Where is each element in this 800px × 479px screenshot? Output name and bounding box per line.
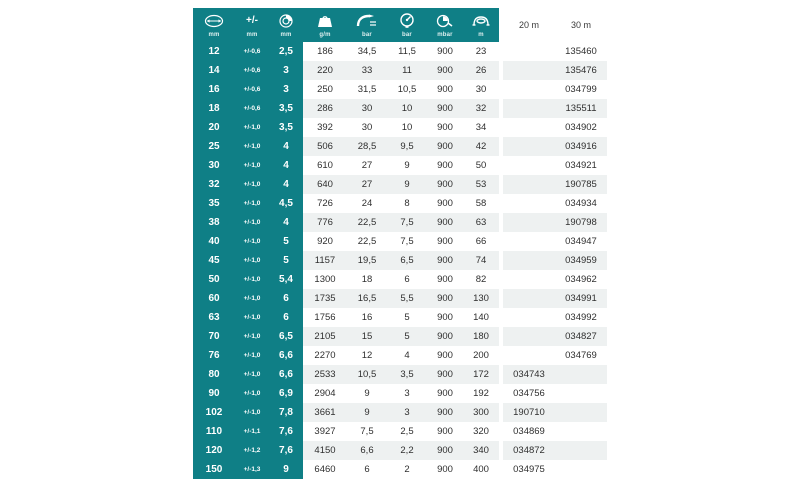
cell-weight: 2105 [303, 327, 347, 346]
table-row [193, 175, 607, 194]
cell-weight: 1300 [303, 270, 347, 289]
cell-article-20m [503, 327, 555, 346]
cell-diameter: 30 [193, 156, 235, 175]
cell-article-30m: 135476 [555, 61, 607, 80]
cell-vacuum: 900 [427, 213, 463, 232]
cell-diameter: 45 [193, 251, 235, 270]
cell-wall: 5,4 [269, 270, 303, 289]
cell-pressure: 2,5 [387, 422, 427, 441]
cell-vacuum: 900 [427, 346, 463, 365]
cell-article-20m [503, 232, 555, 251]
table-row [193, 422, 607, 441]
cell-weight: 2270 [303, 346, 347, 365]
cell-weight: 220 [303, 61, 347, 80]
cell-article-30m: 034947 [555, 232, 607, 251]
header-pressure [387, 8, 427, 42]
cell-pressure: 7,5 [387, 232, 427, 251]
header-length-30: 30 m [555, 8, 607, 42]
cell-diameter: 35 [193, 194, 235, 213]
cell-wall: 9 [269, 460, 303, 479]
cell-wall: 4 [269, 175, 303, 194]
cell-weight: 610 [303, 156, 347, 175]
header-vacuum [427, 8, 463, 42]
cell-article-30m: 190798 [555, 213, 607, 232]
cell-weight: 250 [303, 80, 347, 99]
cell-pressure: 6,5 [387, 251, 427, 270]
cell-weight: 3661 [303, 403, 347, 422]
cell-article-30m [555, 460, 607, 479]
cell-diameter: 120 [193, 441, 235, 460]
cell-pressure: 9,5 [387, 137, 427, 156]
table-row [193, 270, 607, 289]
cell-diameter: 110 [193, 422, 235, 441]
cell-wall: 4 [269, 156, 303, 175]
cell-bend: 30 [347, 99, 387, 118]
header-wall [269, 8, 303, 42]
table-row [193, 61, 607, 80]
cell-wall: 6 [269, 308, 303, 327]
cell-vacuum: 900 [427, 118, 463, 137]
cell-wall: 3,5 [269, 99, 303, 118]
cell-tolerance: +/-1,0 [235, 289, 269, 308]
table-row [193, 441, 607, 460]
cell-wall: 4 [269, 213, 303, 232]
table-row [193, 80, 607, 99]
cell-wall: 3 [269, 80, 303, 99]
cell-bend: 16,5 [347, 289, 387, 308]
cell-diameter: 18 [193, 99, 235, 118]
table-row [193, 327, 607, 346]
cell-tolerance: +/-0,6 [235, 61, 269, 80]
cell-bend: 15 [347, 327, 387, 346]
table-row [193, 137, 607, 156]
cell-pressure: 9 [387, 175, 427, 194]
cell-tolerance: +/-1,0 [235, 118, 269, 137]
cell-bend: 19,5 [347, 251, 387, 270]
cell-article-20m [503, 251, 555, 270]
cell-bend: 7,5 [347, 422, 387, 441]
cell-article-20m [503, 42, 555, 61]
cell-bend: 30 [347, 118, 387, 137]
cell-coil: 23 [463, 42, 499, 61]
cell-article-30m: 034992 [555, 308, 607, 327]
cell-tolerance: +/-1,3 [235, 460, 269, 479]
table-body [193, 42, 607, 479]
cell-wall: 4,5 [269, 194, 303, 213]
cell-bend: 33 [347, 61, 387, 80]
header-diameter-unit: mm [208, 31, 220, 38]
cell-tolerance: +/-1,0 [235, 232, 269, 251]
cell-tolerance: +/-1,2 [235, 441, 269, 460]
cell-pressure: 7,5 [387, 213, 427, 232]
cell-weight: 1756 [303, 308, 347, 327]
cell-vacuum: 900 [427, 441, 463, 460]
cell-article-20m [503, 308, 555, 327]
coil-icon [463, 10, 499, 32]
cell-pressure: 3 [387, 384, 427, 403]
table-row [193, 118, 607, 137]
header-diameter [193, 8, 235, 42]
cell-wall: 7,6 [269, 441, 303, 460]
header-coil [463, 8, 499, 42]
cell-tolerance: +/-0,6 [235, 42, 269, 61]
cell-bend: 22,5 [347, 213, 387, 232]
cell-diameter: 50 [193, 270, 235, 289]
cell-coil: 300 [463, 403, 499, 422]
cell-wall: 7,8 [269, 403, 303, 422]
cell-diameter: 150 [193, 460, 235, 479]
cell-bend: 28,5 [347, 137, 387, 156]
cell-wall: 2,5 [269, 42, 303, 61]
cell-vacuum: 900 [427, 403, 463, 422]
cell-article-30m: 135460 [555, 42, 607, 61]
cell-pressure: 5 [387, 327, 427, 346]
cell-weight: 1157 [303, 251, 347, 270]
cell-article-30m [555, 403, 607, 422]
cell-weight: 726 [303, 194, 347, 213]
cell-pressure: 10 [387, 118, 427, 137]
cell-vacuum: 900 [427, 42, 463, 61]
cell-article-20m [503, 137, 555, 156]
cell-bend: 9 [347, 384, 387, 403]
cell-article-30m: 034769 [555, 346, 607, 365]
specification-table [193, 8, 607, 479]
cell-weight: 3927 [303, 422, 347, 441]
cell-pressure: 3 [387, 403, 427, 422]
cell-diameter: 16 [193, 80, 235, 99]
cell-coil: 34 [463, 118, 499, 137]
cell-article-30m: 190785 [555, 175, 607, 194]
cell-article-30m: 034991 [555, 289, 607, 308]
table-row [193, 42, 607, 61]
cell-article-30m: 034799 [555, 80, 607, 99]
table-row [193, 460, 607, 479]
cell-coil: 30 [463, 80, 499, 99]
header-tolerance [235, 8, 269, 42]
cell-vacuum: 900 [427, 232, 463, 251]
wall-thickness-icon [269, 10, 303, 32]
cell-vacuum: 900 [427, 460, 463, 479]
cell-tolerance: +/-0,6 [235, 80, 269, 99]
cell-pressure: 10,5 [387, 80, 427, 99]
cell-vacuum: 900 [427, 270, 463, 289]
header-length-20: 20 m [503, 8, 555, 42]
cell-wall: 6,5 [269, 327, 303, 346]
cell-bend: 9 [347, 403, 387, 422]
cell-article-30m: 034959 [555, 251, 607, 270]
cell-diameter: 90 [193, 384, 235, 403]
header-wall-unit: mm [280, 31, 292, 38]
cell-diameter: 14 [193, 61, 235, 80]
cell-coil: 26 [463, 61, 499, 80]
cell-bend: 27 [347, 175, 387, 194]
cell-wall: 4 [269, 137, 303, 156]
header-tolerance-label: +/- [246, 15, 258, 26]
cell-article-20m: 034872 [503, 441, 555, 460]
cell-coil: 130 [463, 289, 499, 308]
table-row [193, 384, 607, 403]
table-row [193, 403, 607, 422]
cell-coil: 74 [463, 251, 499, 270]
cell-tolerance: +/-1,0 [235, 365, 269, 384]
cell-bend: 18 [347, 270, 387, 289]
cell-weight: 186 [303, 42, 347, 61]
header-tolerance-unit: mm [246, 31, 258, 38]
cell-bend: 6 [347, 460, 387, 479]
cell-coil: 82 [463, 270, 499, 289]
header-weight-unit: g/m [319, 31, 331, 38]
cell-weight: 2533 [303, 365, 347, 384]
cell-coil: 53 [463, 175, 499, 194]
table-row [193, 194, 607, 213]
cell-weight: 2904 [303, 384, 347, 403]
table-row [193, 213, 607, 232]
cell-article-30m [555, 365, 607, 384]
header-weight [303, 8, 347, 42]
plus-minus-icon [235, 10, 269, 32]
cell-article-20m [503, 80, 555, 99]
cell-article-30m [555, 422, 607, 441]
table-row [193, 251, 607, 270]
header-bend [347, 8, 387, 42]
cell-bend: 10,5 [347, 365, 387, 384]
cell-vacuum: 900 [427, 80, 463, 99]
cell-pressure: 2,2 [387, 441, 427, 460]
cell-tolerance: +/-1,0 [235, 346, 269, 365]
cell-article-20m: 034756 [503, 384, 555, 403]
cell-pressure: 8 [387, 194, 427, 213]
cell-article-30m: 034921 [555, 156, 607, 175]
cell-coil: 192 [463, 384, 499, 403]
cell-coil: 400 [463, 460, 499, 479]
cell-tolerance: +/-1,0 [235, 251, 269, 270]
table-row [193, 289, 607, 308]
cell-wall: 6 [269, 289, 303, 308]
cell-article-20m [503, 156, 555, 175]
cell-tolerance: +/-1,1 [235, 422, 269, 441]
cell-wall: 6,9 [269, 384, 303, 403]
cell-coil: 50 [463, 156, 499, 175]
cell-bend: 34,5 [347, 42, 387, 61]
cell-pressure: 6 [387, 270, 427, 289]
cell-article-20m [503, 289, 555, 308]
cell-bend: 12 [347, 346, 387, 365]
cell-pressure: 11,5 [387, 42, 427, 61]
cell-wall: 3,5 [269, 118, 303, 137]
cell-diameter: 38 [193, 213, 235, 232]
cell-pressure: 11 [387, 61, 427, 80]
cell-article-30m [555, 384, 607, 403]
cell-weight: 640 [303, 175, 347, 194]
cell-tolerance: +/-1,0 [235, 327, 269, 346]
cell-vacuum: 900 [427, 175, 463, 194]
header-coil-unit: m [478, 31, 484, 38]
cell-diameter: 20 [193, 118, 235, 137]
cell-coil: 172 [463, 365, 499, 384]
table-row [193, 99, 607, 118]
cell-pressure: 10 [387, 99, 427, 118]
cell-wall: 3 [269, 61, 303, 80]
cell-diameter: 76 [193, 346, 235, 365]
header-pressure-unit: bar [402, 31, 412, 38]
vacuum-icon [427, 10, 463, 32]
cell-wall: 5 [269, 251, 303, 270]
cell-article-30m: 034827 [555, 327, 607, 346]
cell-pressure: 9 [387, 156, 427, 175]
cell-coil: 140 [463, 308, 499, 327]
pressure-gauge-icon [387, 10, 427, 32]
cell-pressure: 3,5 [387, 365, 427, 384]
cell-coil: 66 [463, 232, 499, 251]
cell-article-20m [503, 213, 555, 232]
cell-tolerance: +/-1,0 [235, 270, 269, 289]
cell-bend: 31,5 [347, 80, 387, 99]
cell-weight: 776 [303, 213, 347, 232]
cell-coil: 320 [463, 422, 499, 441]
cell-vacuum: 900 [427, 327, 463, 346]
table-row [193, 365, 607, 384]
cell-article-20m [503, 270, 555, 289]
cell-vacuum: 900 [427, 308, 463, 327]
cell-coil: 180 [463, 327, 499, 346]
cell-tolerance: +/-0,6 [235, 99, 269, 118]
cell-tolerance: +/-1,0 [235, 137, 269, 156]
cell-article-20m [503, 175, 555, 194]
cell-bend: 22,5 [347, 232, 387, 251]
cell-article-20m [503, 61, 555, 80]
cell-tolerance: +/-1,0 [235, 308, 269, 327]
cell-vacuum: 900 [427, 384, 463, 403]
cell-weight: 6460 [303, 460, 347, 479]
cell-coil: 200 [463, 346, 499, 365]
cell-weight: 286 [303, 99, 347, 118]
cell-vacuum: 900 [427, 137, 463, 156]
cell-tolerance: +/-1,0 [235, 403, 269, 422]
cell-coil: 42 [463, 137, 499, 156]
cell-tolerance: +/-1,0 [235, 175, 269, 194]
cell-article-20m: 034869 [503, 422, 555, 441]
cell-bend: 16 [347, 308, 387, 327]
cell-bend: 24 [347, 194, 387, 213]
header-vacuum-unit: mbar [437, 31, 453, 38]
table-row [193, 346, 607, 365]
cell-wall: 5 [269, 232, 303, 251]
cell-wall: 6,6 [269, 365, 303, 384]
cell-article-20m [503, 346, 555, 365]
table-row [193, 156, 607, 175]
cell-diameter: 40 [193, 232, 235, 251]
cell-coil: 340 [463, 441, 499, 460]
cell-weight: 920 [303, 232, 347, 251]
cell-article-30m: 034962 [555, 270, 607, 289]
cell-vacuum: 900 [427, 61, 463, 80]
cell-diameter: 70 [193, 327, 235, 346]
cell-vacuum: 900 [427, 156, 463, 175]
cell-vacuum: 900 [427, 251, 463, 270]
cell-vacuum: 900 [427, 289, 463, 308]
cell-article-30m: 034934 [555, 194, 607, 213]
cell-article-20m [503, 194, 555, 213]
cell-diameter: 25 [193, 137, 235, 156]
cell-tolerance: +/-1,0 [235, 194, 269, 213]
table-row [193, 308, 607, 327]
cell-article-30m [555, 441, 607, 460]
cell-diameter: 60 [193, 289, 235, 308]
cell-article-30m: 135511 [555, 99, 607, 118]
cell-bend: 6,6 [347, 441, 387, 460]
cell-weight: 506 [303, 137, 347, 156]
cell-tolerance: +/-1,0 [235, 213, 269, 232]
cell-tolerance: +/-1,0 [235, 156, 269, 175]
cell-article-30m: 034916 [555, 137, 607, 156]
cell-diameter: 102 [193, 403, 235, 422]
cell-vacuum: 900 [427, 422, 463, 441]
cell-article-30m: 034902 [555, 118, 607, 137]
cell-diameter: 32 [193, 175, 235, 194]
cell-vacuum: 900 [427, 99, 463, 118]
cell-tolerance: +/-1,0 [235, 384, 269, 403]
cell-article-20m: 034975 [503, 460, 555, 479]
bend-radius-icon [347, 10, 387, 32]
spec-sheet [193, 8, 607, 479]
cell-wall: 7,6 [269, 422, 303, 441]
cell-diameter: 63 [193, 308, 235, 327]
cell-article-20m: 190710 [503, 403, 555, 422]
cell-coil: 63 [463, 213, 499, 232]
cell-pressure: 2 [387, 460, 427, 479]
cell-vacuum: 900 [427, 194, 463, 213]
cell-weight: 392 [303, 118, 347, 137]
cell-weight: 1735 [303, 289, 347, 308]
cell-pressure: 5 [387, 308, 427, 327]
cell-diameter: 80 [193, 365, 235, 384]
table-row [193, 232, 607, 251]
hose-diameter-icon [193, 10, 235, 32]
cell-coil: 58 [463, 194, 499, 213]
cell-article-20m: 034743 [503, 365, 555, 384]
cell-vacuum: 900 [427, 365, 463, 384]
cell-article-20m [503, 118, 555, 137]
cell-weight: 4150 [303, 441, 347, 460]
cell-bend: 27 [347, 156, 387, 175]
cell-pressure: 4 [387, 346, 427, 365]
cell-article-20m [503, 99, 555, 118]
cell-diameter: 12 [193, 42, 235, 61]
cell-wall: 6,6 [269, 346, 303, 365]
cell-pressure: 5,5 [387, 289, 427, 308]
weight-icon [303, 10, 347, 32]
cell-coil: 32 [463, 99, 499, 118]
header-bend-unit: bar [362, 31, 372, 38]
table-header [193, 8, 607, 42]
